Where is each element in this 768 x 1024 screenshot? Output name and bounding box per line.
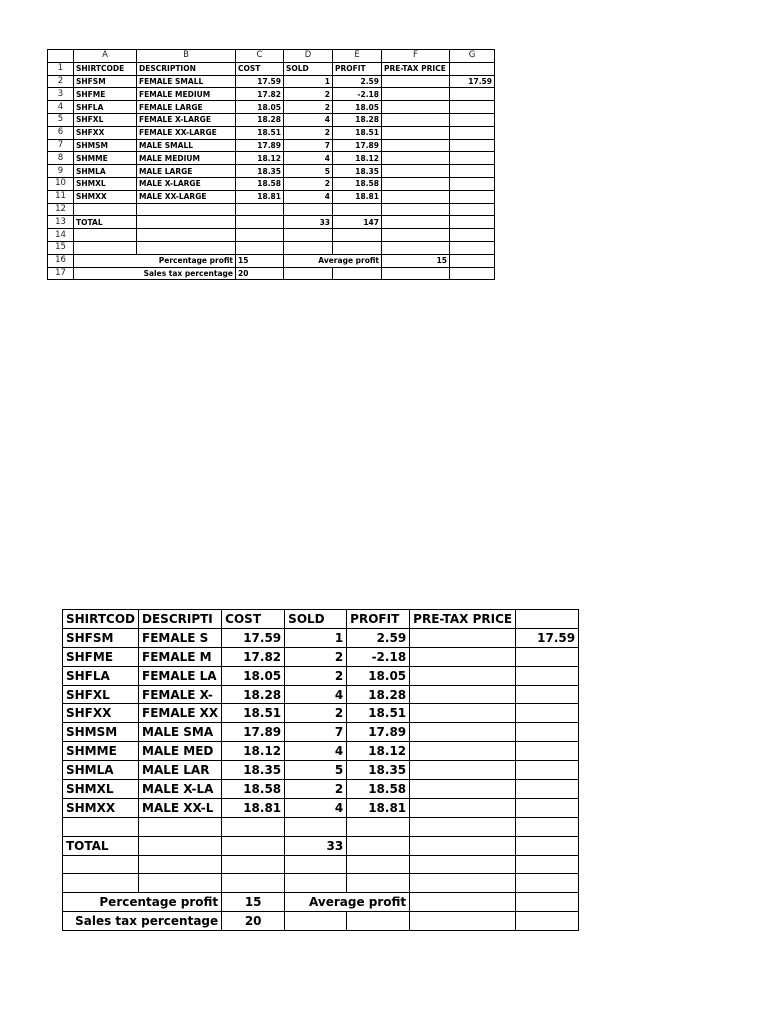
cost-cell[interactable]: 17.89 bbox=[222, 723, 285, 742]
pretax-cell[interactable] bbox=[382, 101, 450, 114]
cost-cell[interactable]: 17.82 bbox=[222, 647, 285, 666]
profit-cell[interactable]: 18.28 bbox=[333, 113, 382, 126]
code-cell[interactable]: SHMXL bbox=[74, 177, 137, 190]
g-cell[interactable] bbox=[450, 113, 495, 126]
row-header[interactable]: 12 bbox=[48, 203, 74, 216]
code-cell[interactable]: SHFSM bbox=[63, 628, 139, 647]
header-description-cell[interactable]: DESCRIPTION bbox=[137, 62, 236, 75]
code-cell[interactable]: SHFSM bbox=[74, 75, 137, 88]
table-row bbox=[63, 647, 579, 666]
profit-cell[interactable]: 18.35 bbox=[347, 761, 410, 780]
pretax-cell[interactable] bbox=[382, 190, 450, 203]
row-header[interactable]: 4 bbox=[48, 101, 74, 114]
cost-cell[interactable]: 18.81 bbox=[236, 190, 284, 203]
cell[interactable] bbox=[382, 229, 450, 242]
sold-cell[interactable]: 2 bbox=[284, 126, 333, 139]
cell[interactable] bbox=[222, 817, 285, 836]
cell[interactable] bbox=[284, 203, 333, 216]
cell[interactable] bbox=[347, 836, 410, 855]
header-cost-cell[interactable]: COST bbox=[222, 610, 285, 629]
desc-cell[interactable]: MALE MED bbox=[139, 742, 222, 761]
sold-cell[interactable]: 1 bbox=[285, 628, 347, 647]
desc-cell[interactable]: FEMALE S bbox=[139, 628, 222, 647]
g-cell[interactable] bbox=[450, 152, 495, 165]
cell[interactable] bbox=[284, 229, 333, 242]
table-row bbox=[63, 704, 579, 723]
table-row bbox=[48, 190, 495, 203]
desc-cell[interactable]: MALE MEDIUM bbox=[137, 152, 236, 165]
desc-cell[interactable]: MALE SMA bbox=[139, 723, 222, 742]
cost-cell[interactable]: 18.05 bbox=[222, 666, 285, 685]
desc-cell[interactable]: MALE X-LARGE bbox=[137, 177, 236, 190]
cell[interactable] bbox=[382, 241, 450, 254]
table-row bbox=[63, 874, 579, 893]
cell[interactable] bbox=[285, 817, 347, 836]
table-row bbox=[63, 855, 579, 874]
code-cell[interactable]: SHFLA bbox=[63, 666, 139, 685]
code-cell[interactable]: SHMXX bbox=[74, 190, 137, 203]
cell[interactable] bbox=[516, 912, 579, 931]
cell[interactable] bbox=[410, 836, 516, 855]
cell[interactable] bbox=[63, 855, 139, 874]
cost-cell[interactable]: 18.12 bbox=[222, 742, 285, 761]
sales-tax-value[interactable]: 20 bbox=[222, 912, 285, 931]
pretax-cell[interactable] bbox=[410, 666, 516, 685]
table-row bbox=[63, 761, 579, 780]
cell[interactable] bbox=[236, 203, 284, 216]
sold-cell[interactable]: 2 bbox=[285, 780, 347, 799]
profit-cell[interactable]: 18.05 bbox=[347, 666, 410, 685]
pretax-cell[interactable] bbox=[382, 177, 450, 190]
profit-cell[interactable]: 17.89 bbox=[347, 723, 410, 742]
cell[interactable] bbox=[450, 216, 495, 229]
header-pretax-cell[interactable]: PRE-TAX PRICE bbox=[410, 610, 516, 629]
cell[interactable] bbox=[137, 241, 236, 254]
g-cell[interactable] bbox=[450, 126, 495, 139]
percentage-profit-label[interactable]: Percentage profit bbox=[63, 893, 222, 912]
pretax-cell[interactable] bbox=[410, 723, 516, 742]
profit-cell[interactable]: 2.59 bbox=[333, 75, 382, 88]
table-row bbox=[48, 62, 495, 75]
table-row bbox=[63, 628, 579, 647]
code-cell[interactable]: SHMLA bbox=[74, 165, 137, 178]
sold-cell[interactable]: 1 bbox=[284, 75, 333, 88]
table-row bbox=[63, 685, 579, 704]
cell[interactable] bbox=[382, 203, 450, 216]
sold-cell[interactable]: 5 bbox=[284, 165, 333, 178]
sold-cell[interactable]: 4 bbox=[285, 742, 347, 761]
row-header[interactable]: 13 bbox=[48, 216, 74, 229]
cost-cell[interactable]: 18.35 bbox=[236, 165, 284, 178]
cell[interactable] bbox=[516, 893, 579, 912]
pretax-cell[interactable] bbox=[410, 780, 516, 799]
sold-cell[interactable]: 2 bbox=[285, 666, 347, 685]
table-row bbox=[48, 267, 495, 280]
g-cell[interactable] bbox=[516, 723, 579, 742]
profit-cell[interactable]: -2.18 bbox=[333, 88, 382, 101]
desc-cell[interactable]: FEMALE XX bbox=[139, 704, 222, 723]
sold-cell[interactable]: 7 bbox=[284, 139, 333, 152]
table-row bbox=[48, 88, 495, 101]
column-header-row bbox=[48, 50, 495, 63]
desc-cell[interactable]: MALE XX-LARGE bbox=[137, 190, 236, 203]
code-cell[interactable]: SHMLA bbox=[63, 761, 139, 780]
cell[interactable] bbox=[222, 836, 285, 855]
table-row bbox=[48, 203, 495, 216]
desc-cell[interactable]: MALE SMALL bbox=[137, 139, 236, 152]
table-row bbox=[48, 139, 495, 152]
g-cell[interactable] bbox=[450, 190, 495, 203]
row-header[interactable]: 10 bbox=[48, 177, 74, 190]
cell[interactable] bbox=[284, 241, 333, 254]
table-row bbox=[63, 817, 579, 836]
sold-cell[interactable]: 2 bbox=[284, 88, 333, 101]
pretax-cell[interactable] bbox=[410, 761, 516, 780]
cost-cell[interactable]: 18.28 bbox=[236, 113, 284, 126]
table-row bbox=[48, 165, 495, 178]
sales-tax-value[interactable]: 20 bbox=[236, 267, 284, 280]
profit-cell[interactable]: -2.18 bbox=[347, 647, 410, 666]
pretax-cell[interactable] bbox=[410, 647, 516, 666]
profit-cell[interactable]: 18.51 bbox=[333, 126, 382, 139]
code-cell[interactable]: SHMSM bbox=[63, 723, 139, 742]
table-row bbox=[63, 912, 579, 931]
total-label-cell[interactable]: TOTAL bbox=[63, 836, 139, 855]
pretax-cell[interactable] bbox=[382, 126, 450, 139]
code-cell[interactable]: SHFLA bbox=[74, 101, 137, 114]
code-cell[interactable]: SHMME bbox=[63, 742, 139, 761]
average-profit-value[interactable] bbox=[410, 893, 516, 912]
code-cell[interactable]: SHFXX bbox=[74, 126, 137, 139]
profit-cell[interactable]: 18.12 bbox=[347, 742, 410, 761]
g-cell[interactable]: 17.59 bbox=[450, 75, 495, 88]
g-cell[interactable] bbox=[450, 165, 495, 178]
table-row bbox=[48, 229, 495, 242]
sold-cell[interactable]: 4 bbox=[285, 685, 347, 704]
pretax-cell[interactable] bbox=[410, 628, 516, 647]
sold-cell[interactable]: 7 bbox=[285, 723, 347, 742]
cell[interactable] bbox=[285, 855, 347, 874]
cell[interactable] bbox=[139, 874, 222, 893]
cell[interactable] bbox=[74, 229, 137, 242]
profit-cell[interactable]: 18.51 bbox=[347, 704, 410, 723]
table-row bbox=[63, 723, 579, 742]
g-cell[interactable] bbox=[516, 761, 579, 780]
table-row bbox=[48, 113, 495, 126]
table-row bbox=[48, 75, 495, 88]
cell[interactable] bbox=[450, 229, 495, 242]
table-row bbox=[48, 101, 495, 114]
row-header[interactable]: 6 bbox=[48, 126, 74, 139]
total-sold-cell[interactable]: 33 bbox=[284, 216, 333, 229]
cell[interactable] bbox=[139, 817, 222, 836]
cost-cell[interactable]: 18.12 bbox=[236, 152, 284, 165]
sold-cell[interactable]: 2 bbox=[285, 647, 347, 666]
pretax-cell[interactable] bbox=[410, 798, 516, 817]
average-profit-label[interactable]: Average profit bbox=[284, 254, 382, 267]
cell[interactable] bbox=[410, 817, 516, 836]
cell[interactable] bbox=[347, 874, 410, 893]
cost-cell[interactable]: 17.59 bbox=[222, 628, 285, 647]
table-row bbox=[63, 610, 579, 629]
desc-cell[interactable]: MALE LARGE bbox=[137, 165, 236, 178]
cost-cell[interactable]: 18.28 bbox=[222, 685, 285, 704]
total-profit-cell[interactable]: 147 bbox=[333, 216, 382, 229]
cell[interactable] bbox=[347, 855, 410, 874]
cell[interactable] bbox=[236, 229, 284, 242]
desc-cell[interactable]: FEMALE LARGE bbox=[137, 101, 236, 114]
cell[interactable] bbox=[516, 817, 579, 836]
g-cell[interactable] bbox=[450, 88, 495, 101]
g-cell[interactable] bbox=[450, 139, 495, 152]
pretax-cell[interactable] bbox=[382, 139, 450, 152]
header-pretax-cell[interactable]: PRE-TAX PRICE bbox=[382, 62, 450, 75]
cell[interactable] bbox=[382, 216, 450, 229]
cell[interactable] bbox=[285, 874, 347, 893]
sold-cell[interactable]: 5 bbox=[285, 761, 347, 780]
pretax-cell[interactable] bbox=[382, 113, 450, 126]
g-cell[interactable]: 17.59 bbox=[516, 628, 579, 647]
profit-cell[interactable]: 18.05 bbox=[333, 101, 382, 114]
cell[interactable] bbox=[410, 874, 516, 893]
header-sold-cell[interactable]: SOLD bbox=[284, 62, 333, 75]
table-row bbox=[63, 836, 579, 855]
cell[interactable] bbox=[137, 229, 236, 242]
code-cell[interactable]: SHFME bbox=[63, 647, 139, 666]
table-row bbox=[63, 798, 579, 817]
row-header[interactable]: 11 bbox=[48, 190, 74, 203]
cost-cell[interactable]: 18.81 bbox=[222, 798, 285, 817]
column-header-c[interactable]: C bbox=[236, 50, 284, 63]
table-row bbox=[63, 742, 579, 761]
sold-cell[interactable]: 2 bbox=[284, 177, 333, 190]
table-row bbox=[63, 666, 579, 685]
cell[interactable] bbox=[516, 836, 579, 855]
cost-cell[interactable]: 18.51 bbox=[222, 704, 285, 723]
cell[interactable] bbox=[450, 203, 495, 216]
cell[interactable] bbox=[137, 216, 236, 229]
pretax-cell[interactable] bbox=[382, 75, 450, 88]
header-profit-cell[interactable]: PROFIT bbox=[347, 610, 410, 629]
table-row bbox=[48, 241, 495, 254]
desc-cell[interactable]: FEMALE M bbox=[139, 647, 222, 666]
average-profit-value[interactable]: 15 bbox=[382, 254, 450, 267]
column-header-f[interactable]: F bbox=[382, 50, 450, 63]
profit-cell[interactable]: 2.59 bbox=[347, 628, 410, 647]
cell[interactable] bbox=[516, 610, 579, 629]
desc-cell[interactable]: MALE X-LA bbox=[139, 780, 222, 799]
cell[interactable] bbox=[333, 203, 382, 216]
g-cell[interactable] bbox=[516, 780, 579, 799]
g-cell[interactable] bbox=[516, 798, 579, 817]
cell[interactable] bbox=[63, 817, 139, 836]
cell[interactable] bbox=[516, 874, 579, 893]
desc-cell[interactable]: FEMALE XX-LARGE bbox=[137, 126, 236, 139]
cell[interactable] bbox=[222, 874, 285, 893]
percentage-profit-value[interactable]: 15 bbox=[222, 893, 285, 912]
pretax-cell[interactable] bbox=[410, 742, 516, 761]
table-row bbox=[48, 254, 495, 267]
cell[interactable] bbox=[410, 912, 516, 931]
desc-cell[interactable]: FEMALE X-LARGE bbox=[137, 113, 236, 126]
desc-cell[interactable]: FEMALE SMALL bbox=[137, 75, 236, 88]
header-profit-cell[interactable]: PROFIT bbox=[333, 62, 382, 75]
row-header[interactable]: 5 bbox=[48, 113, 74, 126]
g-cell[interactable] bbox=[516, 704, 579, 723]
cell[interactable] bbox=[285, 912, 347, 931]
profit-cell[interactable]: 18.58 bbox=[347, 780, 410, 799]
cell[interactable] bbox=[450, 254, 495, 267]
cost-cell[interactable]: 18.05 bbox=[236, 101, 284, 114]
zoomed-spreadsheet-grid bbox=[62, 609, 579, 931]
cell[interactable] bbox=[74, 203, 137, 216]
cost-cell[interactable]: 17.82 bbox=[236, 88, 284, 101]
cell[interactable] bbox=[139, 855, 222, 874]
header-shirtcode-cell[interactable]: SHIRTCOD bbox=[63, 610, 139, 629]
select-all-corner[interactable] bbox=[48, 50, 74, 63]
g-cell[interactable] bbox=[516, 742, 579, 761]
desc-cell[interactable]: FEMALE X- bbox=[139, 685, 222, 704]
header-shirtcode-cell[interactable]: SHIRTCODE bbox=[74, 62, 137, 75]
cell[interactable] bbox=[284, 267, 333, 280]
cell[interactable] bbox=[347, 912, 410, 931]
header-sold-cell[interactable]: SOLD bbox=[285, 610, 347, 629]
code-cell[interactable]: SHMXX bbox=[63, 798, 139, 817]
cell[interactable] bbox=[137, 203, 236, 216]
cost-cell[interactable]: 17.89 bbox=[236, 139, 284, 152]
desc-cell[interactable]: FEMALE MEDIUM bbox=[137, 88, 236, 101]
spreadsheet-grid bbox=[47, 49, 495, 280]
row-header[interactable]: 14 bbox=[48, 229, 74, 242]
code-cell[interactable]: SHFXX bbox=[63, 704, 139, 723]
cell[interactable] bbox=[222, 855, 285, 874]
table-row bbox=[48, 216, 495, 229]
cell[interactable] bbox=[450, 62, 495, 75]
column-header-d[interactable]: D bbox=[284, 50, 333, 63]
cell[interactable] bbox=[516, 855, 579, 874]
row-header[interactable]: 16 bbox=[48, 254, 74, 267]
row-header[interactable]: 2 bbox=[48, 75, 74, 88]
g-cell[interactable] bbox=[516, 647, 579, 666]
column-header-a[interactable]: A bbox=[74, 50, 137, 63]
column-header-e[interactable]: E bbox=[333, 50, 382, 63]
cell[interactable] bbox=[382, 267, 450, 280]
sold-cell[interactable]: 4 bbox=[284, 190, 333, 203]
sold-cell[interactable]: 4 bbox=[285, 798, 347, 817]
g-cell[interactable] bbox=[516, 666, 579, 685]
profit-cell[interactable]: 17.89 bbox=[333, 139, 382, 152]
pretax-cell[interactable] bbox=[382, 152, 450, 165]
sold-cell[interactable]: 2 bbox=[285, 704, 347, 723]
total-sold-cell[interactable]: 33 bbox=[285, 836, 347, 855]
pretax-cell[interactable] bbox=[382, 165, 450, 178]
row-header[interactable]: 15 bbox=[48, 241, 74, 254]
table-row bbox=[48, 152, 495, 165]
desc-cell[interactable]: MALE XX-L bbox=[139, 798, 222, 817]
cost-cell[interactable]: 18.51 bbox=[236, 126, 284, 139]
header-cost-cell[interactable]: COST bbox=[236, 62, 284, 75]
pretax-cell[interactable] bbox=[382, 88, 450, 101]
table-row bbox=[63, 893, 579, 912]
sales-tax-label[interactable]: Sales tax percentage bbox=[74, 267, 236, 280]
table-row bbox=[48, 126, 495, 139]
profit-cell[interactable]: 18.28 bbox=[347, 685, 410, 704]
cost-cell[interactable]: 18.58 bbox=[236, 177, 284, 190]
row-header[interactable]: 3 bbox=[48, 88, 74, 101]
profit-cell[interactable]: 18.58 bbox=[333, 177, 382, 190]
cell[interactable] bbox=[236, 216, 284, 229]
pretax-cell[interactable] bbox=[410, 704, 516, 723]
header-description-cell[interactable]: DESCRIPTI bbox=[139, 610, 222, 629]
column-header-b[interactable]: B bbox=[137, 50, 236, 63]
row-header[interactable]: 9 bbox=[48, 165, 74, 178]
table-row bbox=[48, 177, 495, 190]
code-cell[interactable]: SHMXL bbox=[63, 780, 139, 799]
total-label-cell[interactable]: TOTAL bbox=[74, 216, 137, 229]
sales-tax-label[interactable]: Sales tax percentage bbox=[63, 912, 222, 931]
profit-cell[interactable]: 18.35 bbox=[333, 165, 382, 178]
sold-cell[interactable]: 2 bbox=[284, 101, 333, 114]
cell[interactable] bbox=[236, 241, 284, 254]
cell[interactable] bbox=[139, 836, 222, 855]
cost-cell[interactable]: 18.35 bbox=[222, 761, 285, 780]
code-cell[interactable]: SHMME bbox=[74, 152, 137, 165]
cell[interactable] bbox=[63, 874, 139, 893]
percentage-profit-value[interactable]: 15 bbox=[236, 254, 284, 267]
code-cell[interactable]: SHMSM bbox=[74, 139, 137, 152]
code-cell[interactable]: SHFXL bbox=[63, 685, 139, 704]
profit-cell[interactable]: 18.12 bbox=[333, 152, 382, 165]
cell[interactable] bbox=[450, 267, 495, 280]
cell[interactable] bbox=[333, 241, 382, 254]
g-cell[interactable] bbox=[450, 177, 495, 190]
cost-cell[interactable]: 17.59 bbox=[236, 75, 284, 88]
sold-cell[interactable]: 4 bbox=[284, 113, 333, 126]
percentage-profit-label[interactable]: Percentage profit bbox=[74, 254, 236, 267]
cell[interactable] bbox=[74, 241, 137, 254]
sold-cell[interactable]: 4 bbox=[284, 152, 333, 165]
average-profit-label[interactable]: Average profit bbox=[285, 893, 410, 912]
desc-cell[interactable]: FEMALE LA bbox=[139, 666, 222, 685]
cell[interactable] bbox=[333, 267, 382, 280]
profit-cell[interactable]: 18.81 bbox=[333, 190, 382, 203]
pretax-cell[interactable] bbox=[410, 685, 516, 704]
column-header-g[interactable]: G bbox=[450, 50, 495, 63]
g-cell[interactable] bbox=[516, 685, 579, 704]
code-cell[interactable]: SHFXL bbox=[74, 113, 137, 126]
row-header[interactable]: 17 bbox=[48, 267, 74, 280]
cell[interactable] bbox=[347, 817, 410, 836]
code-cell[interactable]: SHFME bbox=[74, 88, 137, 101]
cell[interactable] bbox=[333, 229, 382, 242]
cell[interactable] bbox=[410, 855, 516, 874]
table-row bbox=[63, 780, 579, 799]
cell[interactable] bbox=[450, 241, 495, 254]
profit-cell[interactable]: 18.81 bbox=[347, 798, 410, 817]
desc-cell[interactable]: MALE LAR bbox=[139, 761, 222, 780]
row-header[interactable]: 7 bbox=[48, 139, 74, 152]
cost-cell[interactable]: 18.58 bbox=[222, 780, 285, 799]
row-header[interactable]: 1 bbox=[48, 62, 74, 75]
g-cell[interactable] bbox=[450, 101, 495, 114]
row-header[interactable]: 8 bbox=[48, 152, 74, 165]
